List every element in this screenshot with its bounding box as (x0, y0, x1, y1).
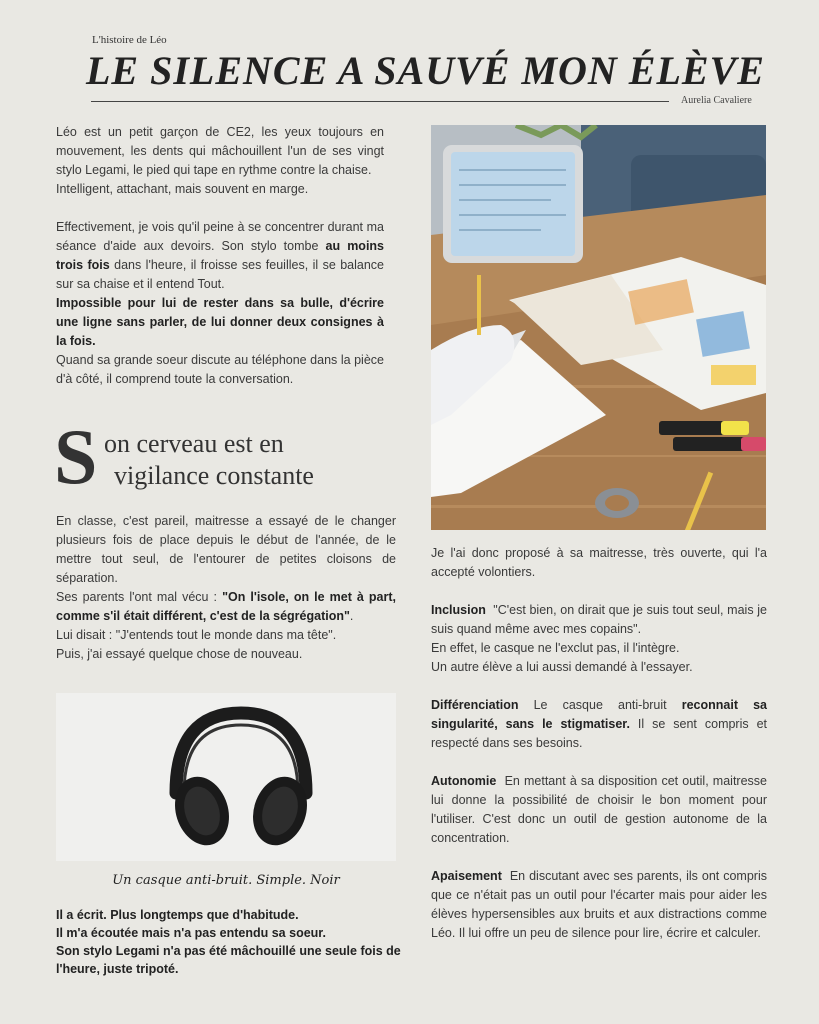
intro-paragraph-1: Léo est un petit garçon de CE2, les yeux toujours en mouvement, les dents qui mâchouillent l'un de ses vingt stylo Legami, le pied qui tape en rythme contre la chaise. (56, 125, 384, 177)
headphones-photo (56, 693, 396, 861)
inclusion-line-3: Un autre élève a lui aussi demandé à l'essayer. (431, 660, 693, 674)
title-rule (91, 101, 669, 102)
article-kicker: L'histoire de Léo (92, 34, 167, 46)
intro-text (56, 123, 384, 389)
differenciation-paragraph: Différenciation Le casque anti-bruit reconnait sa singularité, sans le stigmatiser. Il se sent compris et respecté dans ses besoins. (431, 698, 767, 750)
benefits-text (431, 544, 767, 943)
drop-cap: S (54, 413, 98, 500)
autonomie-label: Autonomie (431, 774, 497, 788)
desk-photo (431, 125, 766, 530)
apaisement-paragraph: Apaisement En discutant avec ses parents, ils ont compris que ce n'était pas un outil pour l'écarter mais pour aider les élèves hypersensibles aux bruits et aux distractions comme Léo. Il lui offre un peu de silence pour lire, écrire et calculer. (431, 869, 767, 940)
emphasis: au moins trois fois (56, 239, 385, 272)
inclusion-label: Inclusion (431, 603, 486, 617)
outcome-line-1: Il a écrit. Plus longtemps que d'habitude. (56, 908, 299, 922)
body-paragraph-1: En classe, c'est pareil, maitresse a essayé de le changer plusieurs fois de place depuis le début de l'année, de le mettre tout seul, de l'entourer de petites cloisons de séparation. (56, 514, 396, 585)
outcome-line-3: Son stylo Legami n'a pas été mâchouillé une seule fois de l'heure, juste tripoté. (56, 944, 401, 976)
body-paragraph-2: Ses parents l'ont mal vécu : "On l'isole, on le met à part, comme s'il était différent, c'est de la ségrégation". (56, 590, 396, 623)
article-author: Aurelia Cavaliere (681, 95, 752, 106)
body-text (56, 512, 396, 664)
intro-paragraph-3: Effectivement, je vois qu'il peine à se concentrer durant ma séance d'aide aux devoirs. Son stylo tombe au moins trois fois dans l'heure, il froisse ses feuilles, il se balance sur sa chaise et il entend Tout. (56, 220, 385, 291)
inclusion-line-2: En effet, le casque ne l'exclut pas, il l'intègre. (431, 641, 680, 655)
headphones-caption: Un casque anti-bruit. Simple. Noir (112, 873, 340, 888)
intro-paragraph-4: Impossible pour lui de rester dans sa bulle, d'écrire une ligne sans parler, de lui donner deux consignes à la fois. (56, 296, 384, 348)
outcome-line-2: Il m'a écoutée mais n'a pas entendu sa soeur. (56, 926, 326, 940)
inclusion-paragraph: Inclusion "C'est bien, on dirait que je suis tout seul, mais je suis quand même avec mes copains". (431, 603, 767, 636)
differenciation-label: Différenciation (431, 698, 519, 712)
section-heading: on cerveau est en vigilance constante (104, 429, 314, 490)
body-paragraph-4: Puis, j'ai essayé quelque chose de nouveau. (56, 647, 303, 661)
right-intro: Je l'ai donc proposé à sa maitresse, très ouverte, qui l'a accepté volontiers. (431, 546, 767, 579)
outcome-text (56, 906, 401, 978)
parents-quote: "On l'isole, on le met à part, comme s'il était différent, c'est de la ségrégation" (56, 590, 396, 623)
intro-paragraph-5: Quand sa grande soeur discute au téléphone dans la pièce d'à côté, il comprend toute la conversation. (56, 353, 384, 386)
intro-paragraph-2: Intelligent, attachant, mais souvent en marge. (56, 182, 309, 196)
article-title: LE SILENCE A SAUVÉ MON ÉLÈVE (86, 48, 765, 93)
apaisement-label: Apaisement (431, 869, 502, 883)
body-paragraph-3: Lui disait : "J'entends tout le monde dans ma tête". (56, 628, 337, 642)
autonomie-paragraph: Autonomie En mettant à sa disposition cet outil, maitresse lui donne la possibilité de choisir le bon moment pour l'utiliser. C'est donc un outil de gestion autonome de la concentration. (431, 774, 767, 845)
